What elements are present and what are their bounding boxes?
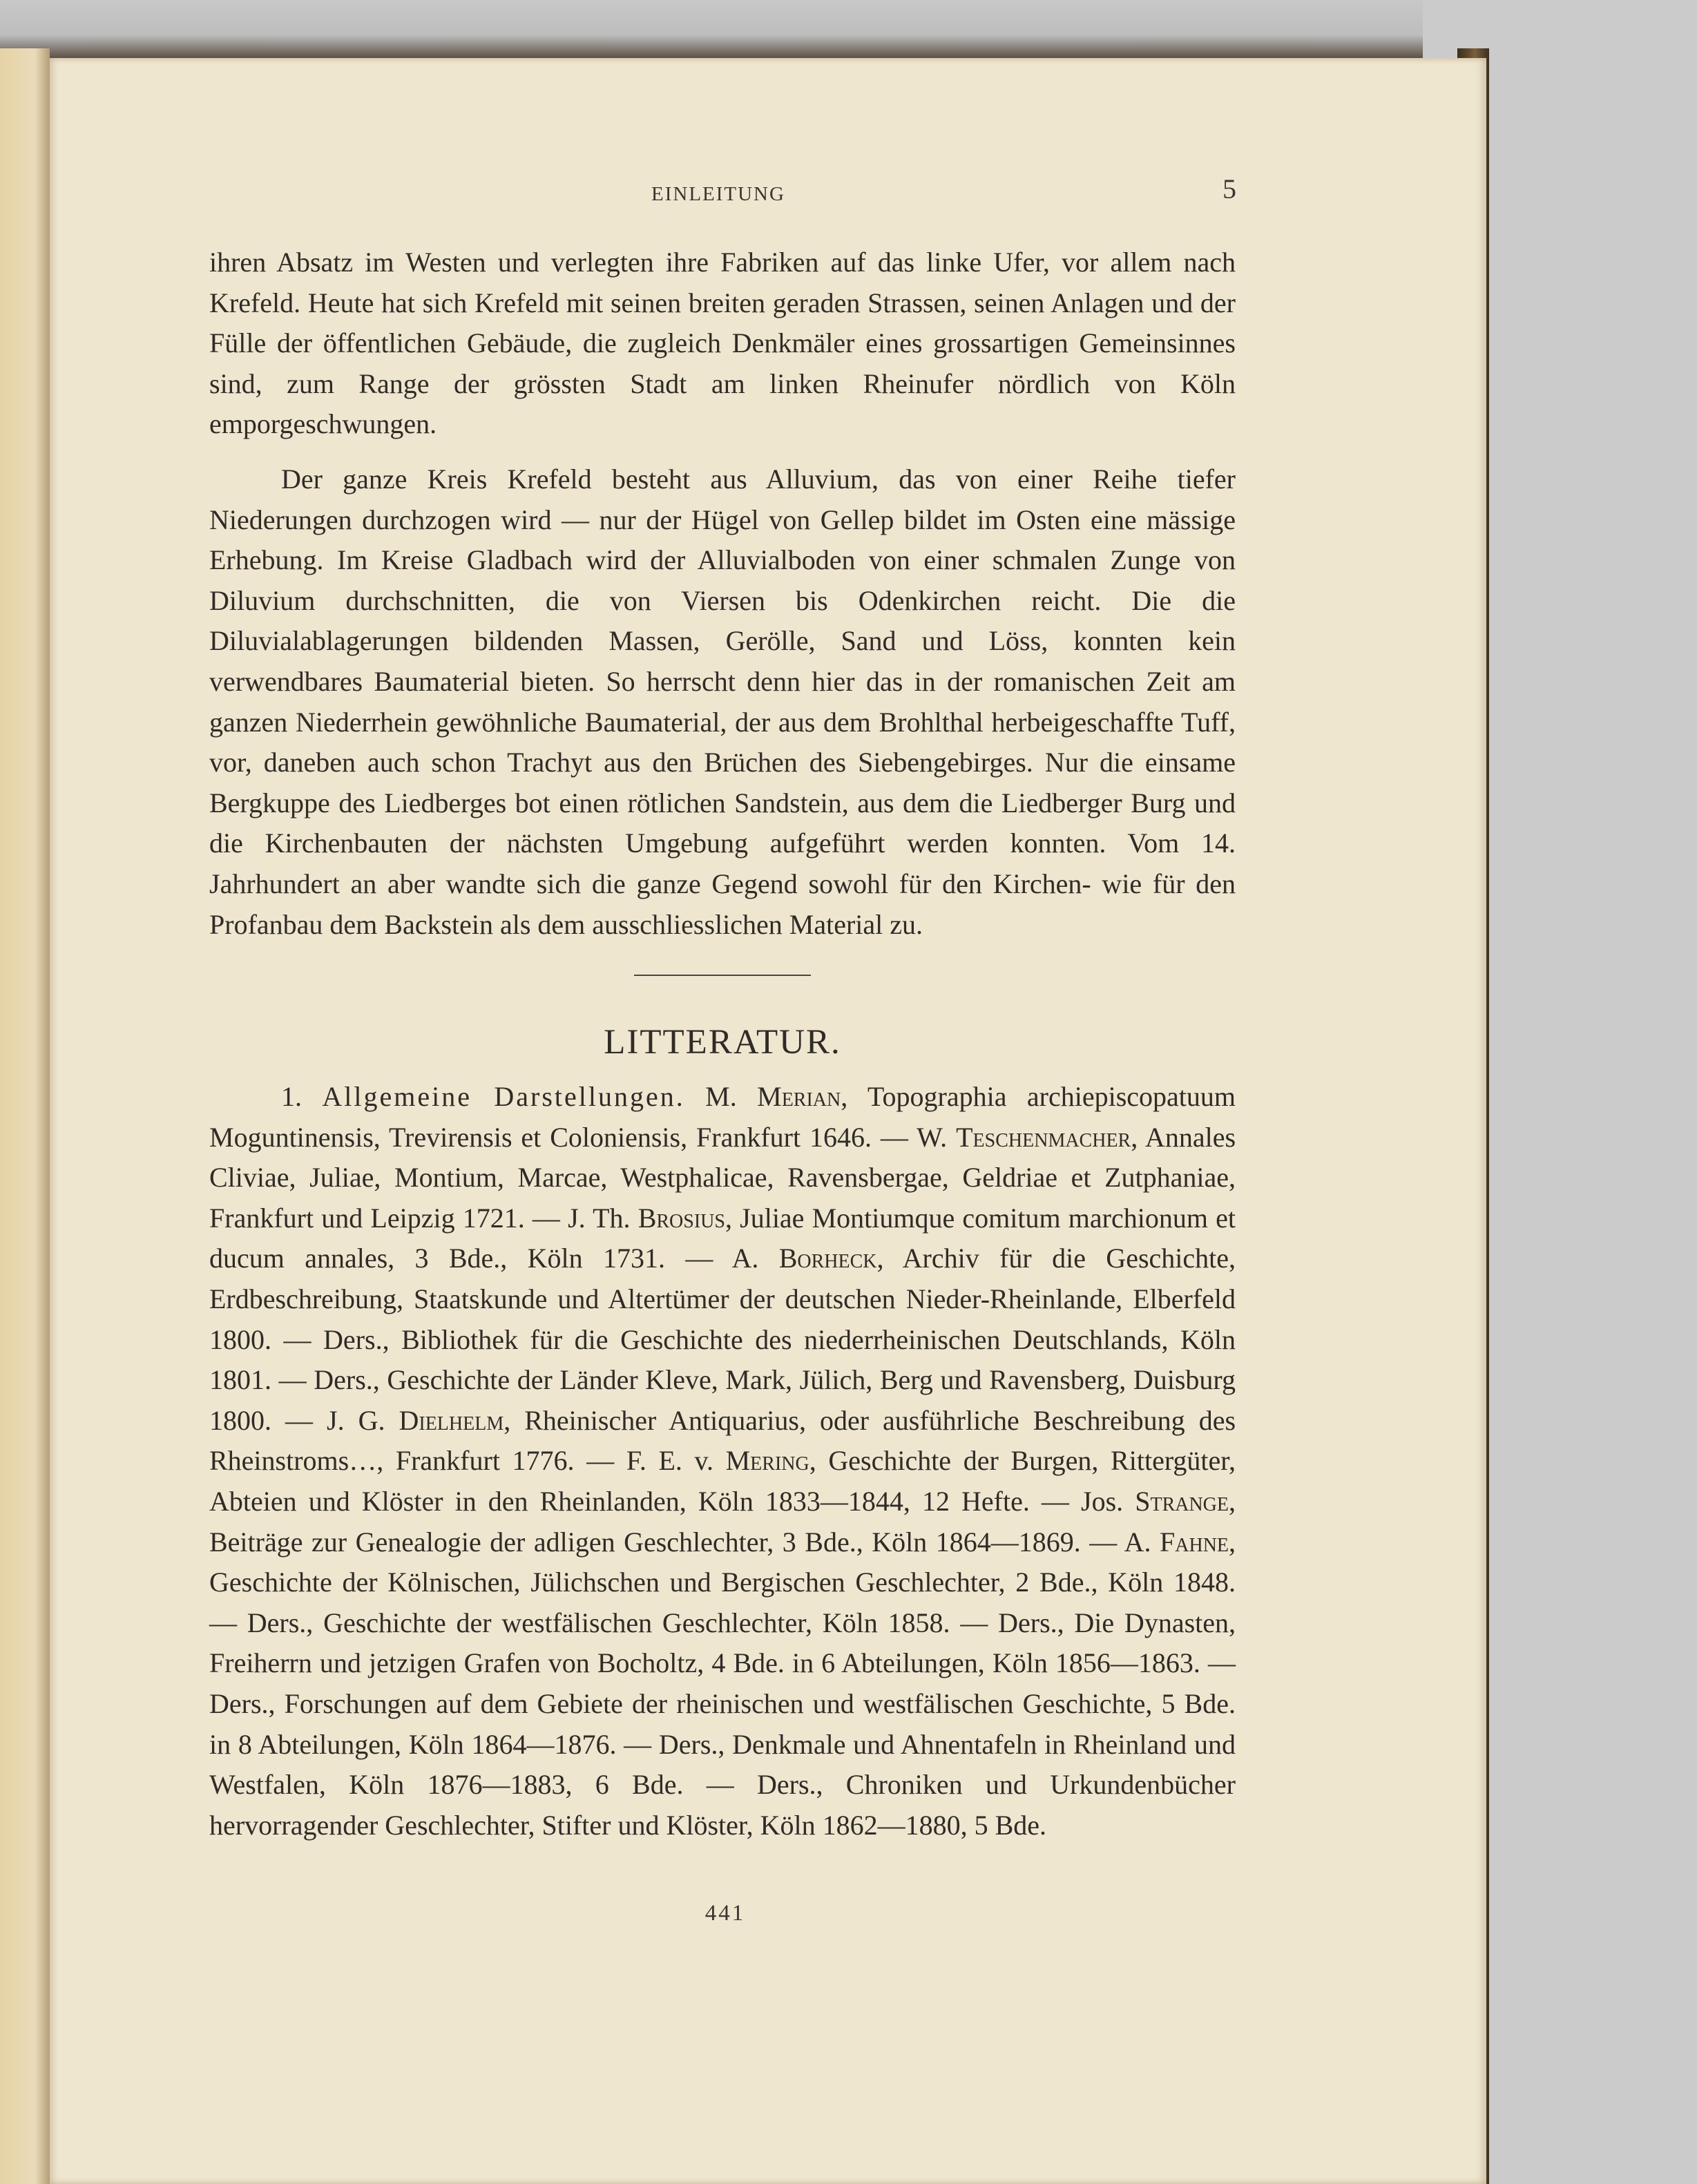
paragraph: ihren Absatz im Westen und verlegten ihre Fabriken auf das linke Ufer, vor allem nach Krefeld. Heute hat sich Krefeld mit seinen breiten geraden Strassen, seinen Anlagen und der Fülle der öffentlichen Gebäude, die zugleich Denkmäler eines grossartigen Gemeinsinnes sind, zum Range der grössten Stadt am linken Rheinufer nördlich von Köln emporgeschwungen. bbox=[209, 247, 1236, 440]
page-number: 5 bbox=[1223, 173, 1236, 204]
author-name: Strange bbox=[1135, 1485, 1229, 1517]
text-run: , Rheinischer Antiquarius, oder ausführliche Beschreibung des Rheinstroms…, Frankfurt 1776. — F. E. v. bbox=[209, 1404, 1236, 1477]
bibliography bbox=[209, 1077, 1236, 1846]
author-name: Brosius bbox=[637, 1202, 725, 1234]
running-title: EINLEITUNG bbox=[651, 183, 785, 205]
item-heading: Allgemeine Darstellungen. bbox=[322, 1081, 685, 1112]
text-run: , Topographia archiepiscopatuum Moguntinensis, Trevirensis et Coloniensis, Frankfurt 1646. — W. bbox=[209, 1081, 1236, 1153]
author-name: Mering bbox=[725, 1445, 809, 1477]
top-edge bbox=[0, 0, 1490, 58]
author-name: Borheck bbox=[778, 1243, 877, 1274]
author-name: Teschenmacher bbox=[956, 1121, 1131, 1153]
text-run: , Geschichte der Kölnischen, Jülichschen und Bergischen Geschlechter, 2 Bde., Köln 1848. — Ders., Geschichte der westfälischen Geschlechter, Köln 1858. — Ders., Die Dynasten, Freiherrn und jetzigen Grafen von Bocholtz, 4 Bde. in 6 Abteilungen, Köln 1856—1863. — Ders., Forschungen auf dem Gebiete der rheinischen und westfälischen Geschichte, 5 Bde. in 8 Abteilungen, Köln 1864—1876. — Ders., Denkmale und Ahnentafeln in Rheinland und Westfalen, Köln 1876—1883, 6 Bde. — Ders., Chroniken und Urkundenbücher hervorragender Geschlechter, Stifter und Klöster, Köln 1862—1880, 5 Bde. bbox=[209, 1526, 1236, 1841]
text-run: , Geschichte der Burgen, Rittergüter, Abteien und Klöster in den Rheinlanden, Köln 1833—1844, 12 Hefte. — Jos. bbox=[209, 1445, 1236, 1517]
bibliography-paragraph bbox=[209, 1077, 1236, 1846]
section-divider bbox=[634, 975, 811, 976]
text-run: , Beiträge zur Genealogie der adligen Geschlechter, 3 Bde., Köln 1864—1869. — A. bbox=[209, 1485, 1236, 1558]
text-run: M. bbox=[705, 1081, 737, 1112]
text-run: , Annales Cliviae, Juliae, Montium, Marcae, Westphalicae, Ravensbergae, Geldriae et Zutphaniae, Frankfurt und Leipzig 1721. — J. Th. bbox=[209, 1121, 1236, 1234]
author-name: Fahne bbox=[1160, 1526, 1229, 1558]
author-name: Dielhelm bbox=[399, 1404, 504, 1436]
text-run: , Juliae Montiumque comitum marchionum et ducum annales, 3 Bde., Köln 1731. — A. bbox=[209, 1202, 1236, 1274]
section-title: LITTERATUR. bbox=[604, 1023, 841, 1062]
item-number: 1. bbox=[281, 1081, 302, 1112]
intro-paragraph-2 bbox=[209, 459, 1236, 945]
text-run: , Archiv für die Geschichte, Erdbeschreibung, Staatskunde und Altertümer der deutschen Nieder-Rheinlande, Elberfeld 1800. — Ders., Bibliothek für die Geschichte des niederrheinischen Deutschlands, Köln 1801. — Ders., Geschichte der Länder Kleve, Mark, Jülich, Berg und Ravensberg, Duisburg 1800. — J. G. bbox=[209, 1243, 1236, 1436]
author-name: Merian bbox=[757, 1081, 841, 1112]
intro-paragraph-1 bbox=[209, 242, 1236, 445]
left-page-edge bbox=[0, 48, 50, 2184]
folio-number: 441 bbox=[704, 1901, 746, 1926]
paragraph: Der ganze Kreis Krefeld besteht aus Alluvium, das von einer Reihe tiefer Niederungen durchzogen wird — nur der Hügel von Gellep bildet im Osten eine mässige Erhebung. Im Kreise Gladbach wird der Alluvialboden von einer schmalen Zunge von Diluvium durchschnitten, die von Viersen bis Odenkirchen reicht. Die die Diluvialablagerungen bildenden Massen, Gerölle, Sand und Löss, konnten kein verwendbares Baumaterial bieten. So herrscht denn hier das in der romanischen Zeit am ganzen Niederrhein gewöhnliche Baumaterial, der aus dem Brohlthal herbeigeschaffte Tuff, vor, daneben auch schon Trachyt aus den Brüchen des Siebengebirges. Nur die einsame Bergkuppe des Liedberges bot einen rötlichen Sandstein, aus dem die Liedberger Burg und die Kirchenbauten der nächsten Umgebung aufgeführt werden konnten. Vom 14. Jahrhundert an aber wandte sich die ganze Gegend sowohl für den Kirchen- wie für den Profanbau dem Backstein als dem ausschliesslichen Material zu. bbox=[209, 463, 1236, 940]
